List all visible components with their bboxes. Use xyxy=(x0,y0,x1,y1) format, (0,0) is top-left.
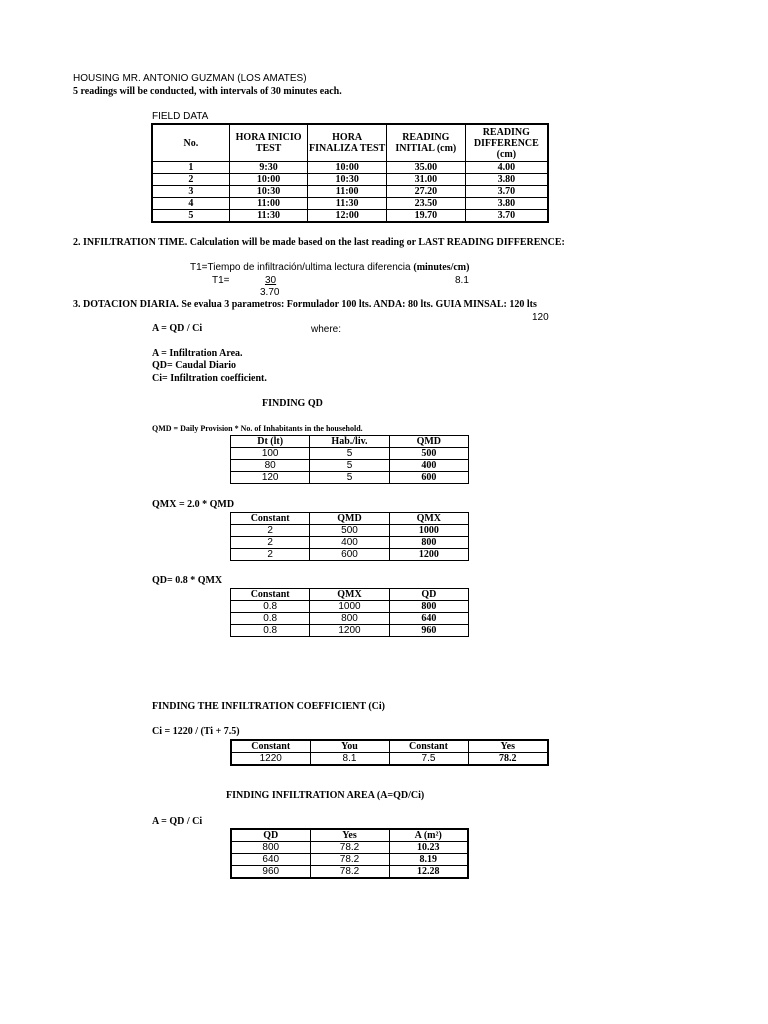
table-cell: 0.8 xyxy=(231,625,310,637)
table-cell: 3.80 xyxy=(465,198,548,210)
area-table xyxy=(230,828,469,879)
column-header: Constant xyxy=(231,513,310,525)
table-cell: 78.2 xyxy=(468,753,548,766)
table-row xyxy=(231,613,469,625)
table-cell: 10.23 xyxy=(389,842,468,854)
finding-qd-title: FINDING QD xyxy=(262,398,323,409)
table-cell: 640 xyxy=(231,854,310,866)
column-header: READING INITIAL (cm) xyxy=(387,124,466,162)
table-cell: 2 xyxy=(231,549,310,561)
column-header: Constant xyxy=(231,589,310,601)
table-row xyxy=(231,460,469,472)
table-row xyxy=(231,866,468,879)
table-row xyxy=(231,537,469,549)
table-header-row xyxy=(231,436,469,448)
table-header-row xyxy=(231,589,469,601)
table-row xyxy=(231,448,469,460)
table-row xyxy=(231,601,469,613)
area-formula: A = QD / Ci xyxy=(152,323,203,334)
qmx-formula: QMX = 2.0 * QMD xyxy=(152,499,235,510)
table-cell: 11:30 xyxy=(229,210,308,223)
column-header: You xyxy=(310,740,389,753)
table-cell: 78.2 xyxy=(310,854,389,866)
table-cell: 1000 xyxy=(389,525,468,537)
side-value: 120 xyxy=(532,312,549,323)
table-cell: 120 xyxy=(231,472,310,484)
table-cell: 800 xyxy=(389,537,468,549)
table-cell: 78.2 xyxy=(310,842,389,854)
qmd-formula: QMD = Daily Provision * No. of Inhabitants in the household. xyxy=(152,424,363,433)
t1-formula xyxy=(190,262,469,274)
coefficient-formula: Ci = 1220 / (Ti + 7.5) xyxy=(152,726,240,737)
qd-table xyxy=(230,588,469,637)
table-cell: 27.20 xyxy=(387,186,466,198)
section-2-heading: 2. INFILTRATION TIME. Calculation will be made based on the last reading or LAST READING DIFFERENCE: xyxy=(73,237,565,248)
t1-label: T1= xyxy=(212,275,230,286)
table-cell: 3.70 xyxy=(465,186,548,198)
column-header: A (m²) xyxy=(389,829,468,842)
table-cell: 3 xyxy=(152,186,229,198)
column-header: QD xyxy=(231,829,310,842)
table-row xyxy=(231,625,469,637)
table-cell: 10:00 xyxy=(308,162,387,174)
field-data-label: FIELD DATA xyxy=(152,111,209,122)
table-row xyxy=(152,174,548,186)
table-cell: 10:00 xyxy=(229,174,308,186)
column-header: QMD xyxy=(389,436,468,448)
document-subtitle: 5 readings will be conducted, with intervals of 30 minutes each. xyxy=(73,86,342,97)
table-cell: 960 xyxy=(231,866,310,879)
table-header-row xyxy=(231,740,548,753)
table-cell: 11:00 xyxy=(308,186,387,198)
table-cell: 12:00 xyxy=(308,210,387,223)
table-cell: 3.80 xyxy=(465,174,548,186)
table-cell: 800 xyxy=(231,842,310,854)
table-header-row xyxy=(231,513,469,525)
table-cell: 12.28 xyxy=(389,866,468,879)
column-header: Dt (lt) xyxy=(231,436,310,448)
table-cell: 1 xyxy=(152,162,229,174)
table-row xyxy=(152,198,548,210)
table-cell: 4.00 xyxy=(465,162,548,174)
t1-numerator: 30 xyxy=(265,275,277,286)
table-cell: 640 xyxy=(389,613,468,625)
table-cell: 35.00 xyxy=(387,162,466,174)
table-header-row xyxy=(231,829,468,842)
field-data-table xyxy=(151,123,549,223)
table-cell: 500 xyxy=(389,448,468,460)
table-cell: 5 xyxy=(310,448,389,460)
qmx-table xyxy=(230,512,469,561)
table-cell: 5 xyxy=(152,210,229,223)
column-header: QMD xyxy=(310,513,389,525)
table-row xyxy=(231,854,468,866)
definition-ci: Ci= Infiltration coefficient. xyxy=(152,373,267,384)
table-cell: 400 xyxy=(389,460,468,472)
table-cell: 3.70 xyxy=(465,210,548,223)
t1-result: 8.1 xyxy=(455,275,469,286)
qd-formula: QD= 0.8 * QMX xyxy=(152,575,223,586)
section-3-heading: 3. DOTACION DIARIA. Se evalua 3 parametros: Formulador 100 lts. ANDA: 80 lts. GUIA MINSAL: 120 lts xyxy=(73,299,537,310)
table-cell: 8.1 xyxy=(310,753,389,766)
table-cell: 7.5 xyxy=(389,753,468,766)
document-title: HOUSING MR. ANTONIO GUZMAN (LOS AMATES) xyxy=(73,73,307,84)
area-title: FINDING INFILTRATION AREA (A=QD/Ci) xyxy=(226,790,425,801)
table-cell: 800 xyxy=(310,613,389,625)
table-cell: 1200 xyxy=(310,625,389,637)
table-cell: 4 xyxy=(152,198,229,210)
t1-formula-text: T1=Tiempo de infiltración/ultima lectura diferencia xyxy=(190,262,411,273)
table-cell: 1200 xyxy=(389,549,468,561)
table-cell: 19.70 xyxy=(387,210,466,223)
table-cell: 0.8 xyxy=(231,613,310,625)
table-cell: 8.19 xyxy=(389,854,468,866)
column-header: Hab./liv. xyxy=(310,436,389,448)
table-cell: 5 xyxy=(310,460,389,472)
column-header: Yes xyxy=(468,740,548,753)
table-cell: 960 xyxy=(389,625,468,637)
column-header: Constant xyxy=(389,740,468,753)
table-cell: 2 xyxy=(231,537,310,549)
table-cell: 80 xyxy=(231,460,310,472)
table-cell: 9:30 xyxy=(229,162,308,174)
column-header: Yes xyxy=(310,829,389,842)
t1-denominator: 3.70 xyxy=(260,287,280,298)
table-cell: 1220 xyxy=(231,753,310,766)
table-cell: 23.50 xyxy=(387,198,466,210)
column-header: HORA INICIO TEST xyxy=(229,124,308,162)
table-row xyxy=(231,549,469,561)
table-cell: 1000 xyxy=(310,601,389,613)
table-cell: 600 xyxy=(389,472,468,484)
t1-formula-units: (minutes/cm) xyxy=(413,262,470,273)
table-row xyxy=(231,753,548,766)
column-header: READING DIFFERENCE (cm) xyxy=(465,124,548,162)
column-header: QMX xyxy=(389,513,468,525)
table-cell: 0.8 xyxy=(231,601,310,613)
table-cell: 10:30 xyxy=(308,174,387,186)
table-cell: 500 xyxy=(310,525,389,537)
table-row xyxy=(231,525,469,537)
table-cell: 78.2 xyxy=(310,866,389,879)
coefficient-table xyxy=(230,739,549,766)
column-header: No. xyxy=(152,124,229,162)
table-cell: 100 xyxy=(231,448,310,460)
column-header: HORA FINALIZA TEST xyxy=(308,124,387,162)
table-cell: 800 xyxy=(389,601,468,613)
table-row xyxy=(152,186,548,198)
table-cell: 2 xyxy=(231,525,310,537)
table-row xyxy=(231,842,468,854)
column-header: QMX xyxy=(310,589,389,601)
table-cell: 5 xyxy=(310,472,389,484)
table-cell: 11:00 xyxy=(229,198,308,210)
table-row xyxy=(152,162,548,174)
table-row xyxy=(231,472,469,484)
table-cell: 10:30 xyxy=(229,186,308,198)
table-cell: 2 xyxy=(152,174,229,186)
coefficient-title: FINDING THE INFILTRATION COEFFICIENT (Ci) xyxy=(152,701,386,712)
table-cell: 600 xyxy=(310,549,389,561)
table-cell: 31.00 xyxy=(387,174,466,186)
area-section-formula: A = QD / Ci xyxy=(152,816,203,827)
definition-qd: QD= Caudal Diario xyxy=(152,360,237,371)
column-header: Constant xyxy=(231,740,310,753)
table-cell: 400 xyxy=(310,537,389,549)
column-header: QD xyxy=(389,589,468,601)
table-header-row xyxy=(152,124,548,162)
table-row xyxy=(152,210,548,223)
definition-a: A = Infiltration Area. xyxy=(152,348,243,359)
table-cell: 11:30 xyxy=(308,198,387,210)
qmd-table xyxy=(230,435,469,484)
where-label: where: xyxy=(311,324,342,335)
